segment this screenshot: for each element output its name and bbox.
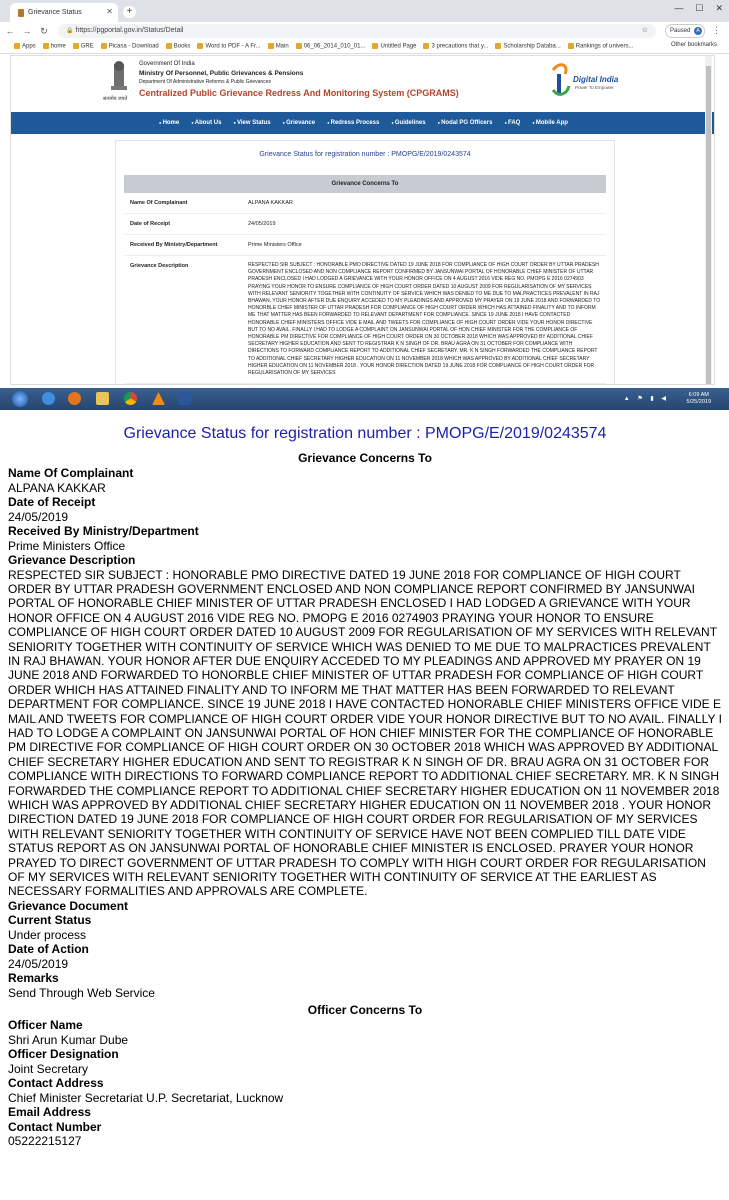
bookmark-item[interactable]	[568, 43, 634, 50]
description-label: Grievance Description	[8, 553, 136, 567]
media-player-icon[interactable]	[68, 392, 81, 405]
received-by-ministry-department-value: Prime Ministers Office	[8, 538, 126, 553]
card-row-description	[124, 256, 606, 384]
file-explorer-icon[interactable]	[96, 392, 109, 405]
contact-number-value: 05222215127	[8, 1134, 82, 1149]
bookmark-item[interactable]	[14, 43, 36, 50]
bookmark-label: Main	[275, 43, 289, 50]
bookmark-label: Apps	[22, 43, 36, 50]
site-nav-label: Redress Process	[330, 120, 380, 126]
site-nav-item[interactable]	[438, 120, 493, 126]
bookmark-icon	[423, 43, 429, 49]
site-nav-label: Grievance	[286, 120, 316, 126]
bookmark-label: Rankings of univers...	[575, 43, 634, 50]
forward-icon[interactable]: →	[22, 26, 32, 36]
address-bar[interactable]	[58, 24, 656, 38]
site-nav-item[interactable]	[159, 120, 179, 126]
menu-icon[interactable]: ⋮	[712, 25, 721, 35]
bookmarks-bar	[0, 40, 729, 54]
site-nav-item[interactable]	[191, 120, 221, 126]
site-nav-label: View Status	[236, 120, 271, 126]
bookmark-label: Picasa - Download	[108, 43, 159, 50]
reload-icon[interactable]: ↻	[40, 25, 48, 36]
bookmark-icon	[568, 43, 574, 49]
date-of-action-value: 24/05/2019	[8, 956, 69, 971]
bookmark-icon	[296, 43, 302, 49]
current-status-value: Under process	[8, 927, 87, 942]
ie-icon[interactable]	[42, 392, 55, 405]
card-row-label: Date of Receipt	[130, 221, 171, 227]
nav-item-icon: ●	[233, 120, 237, 125]
bookmark-label: Untitled Page	[380, 43, 417, 50]
header-ministry: Ministry Of Personnel, Public Grievances & Pensions	[139, 70, 304, 77]
lock-icon: 🔒	[66, 28, 74, 34]
profile-button[interactable]	[665, 24, 705, 38]
star-icon[interactable]: ☆	[641, 27, 648, 34]
card-row-label: Received By Ministry/Department	[130, 242, 218, 248]
remarks-label: Remarks	[8, 971, 59, 986]
bookmark-item[interactable]	[197, 43, 260, 50]
bookmark-icon	[268, 43, 274, 49]
nav-item-icon: ●	[282, 120, 287, 125]
bookmark-item[interactable]	[43, 43, 66, 50]
contact-address-value: Chief Minister Secretariat U.P. Secretariat, Lucknow	[8, 1090, 284, 1105]
bookmark-label: GRE	[80, 43, 94, 50]
site-nav-label: Mobile App	[535, 120, 568, 126]
card-row-value: Prime Ministers Office	[248, 242, 302, 248]
clock-date: 5/25/2019	[686, 399, 711, 405]
site-nav-item[interactable]	[283, 120, 316, 126]
emblem-motto: सत्यमेव जयते	[103, 96, 128, 102]
card-row-value: 24/05/2019	[248, 221, 276, 227]
browser-screenshot	[0, 0, 729, 410]
back-icon[interactable]: ←	[5, 26, 15, 36]
website-viewport	[10, 55, 715, 385]
received-by-ministry-department-label: Received By Ministry/Department	[8, 524, 199, 538]
card-title: Grievance Status for registration number : PMOPG/E/2019/0243574	[259, 151, 471, 158]
minimize-icon[interactable]: —	[674, 3, 684, 13]
profile-label: Paused	[670, 28, 691, 34]
system-tray-icons[interactable]: ▲ ⚑ ▮ ◀	[623, 396, 669, 402]
bookmark-icon	[372, 43, 378, 49]
bookmark-label: 06_06_2014_010_01...	[303, 43, 366, 50]
officer-designation-label: Officer Designation	[8, 1047, 119, 1062]
current-status-label: Current Status	[8, 913, 92, 928]
other-bookmarks[interactable]: Other bookmarks	[670, 42, 717, 48]
card-row-value: ALPANA KAKKAR	[248, 200, 293, 206]
site-nav-item[interactable]	[233, 120, 270, 126]
site-navigation	[11, 112, 715, 134]
url-text: https://pgportal.gov.in/Status/Detail	[75, 27, 184, 34]
close-window-icon[interactable]: ✕	[715, 3, 723, 13]
word-icon[interactable]	[178, 392, 191, 405]
card-row	[124, 193, 606, 214]
nav-item-icon: ●	[437, 120, 442, 125]
bookmark-label: home	[50, 43, 66, 50]
bookmark-label: Word to PDF - A Fr...	[205, 43, 261, 50]
digital-india-tagline: Power To Empower	[575, 85, 614, 90]
nav-item-icon: ●	[391, 120, 395, 125]
status-detail-text	[8, 412, 722, 1149]
site-nav-label: Nodal PG Officers	[441, 120, 493, 126]
bookmark-item[interactable]	[495, 43, 560, 50]
nav-item-icon: ●	[504, 120, 508, 125]
site-nav-item[interactable]	[391, 120, 425, 126]
date-of-receipt-value: 24/05/2019	[8, 509, 69, 524]
maximize-icon[interactable]: ☐	[695, 3, 704, 13]
site-nav-label: About Us	[194, 120, 222, 126]
site-nav-label: Home	[162, 120, 180, 126]
clock[interactable]	[687, 392, 711, 406]
bookmark-icon	[43, 43, 49, 49]
bookmark-item[interactable]	[296, 43, 366, 50]
nav-bar	[0, 22, 729, 40]
nav-item-icon: ●	[191, 120, 195, 125]
officer-name-label: Officer Name	[8, 1018, 83, 1033]
bookmark-icon	[14, 43, 20, 49]
contact-number-label: Contact Number	[8, 1119, 102, 1134]
site-nav-label: FAQ	[507, 120, 521, 126]
bookmark-item[interactable]	[372, 43, 416, 50]
name-of-complainant-label: Name Of Complainant	[8, 466, 134, 480]
officer-section-header: Officer Concerns To	[307, 1003, 423, 1018]
bookmark-icon	[197, 43, 203, 49]
bookmark-item[interactable]	[268, 43, 289, 50]
card-row	[124, 235, 606, 256]
avatar: A	[694, 27, 702, 35]
page-title: Grievance Status for registration number : PMOPG/E/2019/0243574	[123, 425, 607, 442]
digital-india-icon	[551, 60, 571, 98]
officer-name-value: Shri Arun Kumar Dube	[8, 1032, 129, 1047]
tab-title: Grievance Status	[28, 9, 82, 16]
site-nav-item[interactable]	[504, 120, 520, 126]
date-of-receipt-label: Date of Receipt	[8, 495, 96, 509]
clock-time: 6:09 AM	[688, 392, 709, 398]
bookmark-label: 3 precautions that y...	[431, 43, 489, 50]
nav-item-icon: ●	[532, 120, 536, 125]
bookmark-icon	[166, 43, 172, 49]
header-gov: Government Of India	[139, 61, 195, 67]
contact-address-label: Contact Address	[8, 1076, 104, 1091]
nav-item-icon: ●	[159, 120, 163, 125]
bookmark-icon	[101, 43, 107, 49]
digital-india-logo	[551, 58, 641, 100]
officer-designation-value: Joint Secretary	[8, 1061, 89, 1076]
tab-grievance-status[interactable]	[10, 3, 118, 22]
site-nav-item[interactable]	[327, 120, 379, 126]
new-tab-icon[interactable]: +	[123, 6, 136, 18]
bookmark-item[interactable]	[166, 43, 191, 50]
windows-taskbar	[0, 388, 729, 410]
site-header	[11, 56, 715, 112]
bookmark-label: Books	[173, 43, 191, 50]
scrollbar-thumb[interactable]	[706, 66, 711, 385]
bookmark-item[interactable]	[73, 43, 94, 50]
description-value: RESPECTED SIR SUBJECT : HONORABLE PMO DIRECTIVE DATED 19 JUNE 2018 FOR COMPLIANCE OF HIGH COURT ORDER BY UTTAR PRADESH GOVERNMENT ENCLOSED AND NON COMPLIANCE REPORT CONFIRMED BY JANSUNWAI PORTAL OF HONORABLE CHIEF MINISTER OF UTTAR PRADESH ENCLOSED I HAD LODGED A GRIEVANCE WITH YOUR HONOR OFFICE ON 4 AUGUST 2016 VIDE REG NO. PMOPG E 2016 0274903 PRAYING YOUR HONOR TO ENSURE COMPLIANCE OF HIGH COURT ORDER DATED 10 AUGUST 2009 FOR REGULARISATION OF MY SERVICES WITH RELEVANT SENIORITY TOGETHER WITH CONTINUITY OF SERVICE WHICH WAS DENIED TO ME DUE TO MALPRACTICES PREVALENT IN RAJ BHAWAN. YOUR HONOR AFTER DUE ENQUIRY ACCEDED TO MY PLEADINGS AND APPROVED MY PRAYER ON 19 JUNE 2018 AND FORWARDED TO HONORBLE CHIEF MINISTER OF UTTAR PRADESH FOR COMPLIANCE OF HIGH COURT ORDER WHICH HAS ATTAINED FINALITY AND TO INFORM ME THAT MATTER HAS BEEN FORWARDED TO RELEVANT DEPARTMENT FOR COMPLIANCE. SINCE 19 JUNE 2018 I HAVE CONTACTED HONORABLE CHIEF MINISTERS OFFICE VIDE E MAIL AND TWEETS FOR COMPLIANCE OF HIGH COURT ORDER VIDE YOUR HONOR DIRECTIVE BUT TO NO AVAIL. FINALLY I HAD TO LODGE A COMPLAINT ON JANSUNWAI PORTAL OF HON CHIEF MINISTER FOR THE COMPLIANCE OF HONORABLE PM DIRECTIVE FOR COMPLIANCE OF HIGH COURT ORDER ON 30 OCTOBER 2018 WHICH WAS APPROVED BY ADDITIONAL CHIEF SECRETARY HIGHER EDUCATION AND SENT TO REGISTRAR K N SINGH OF DR. BRAU AGRA ON 31 OCTOBER FOR COMPLIANCE WITH DIRECTIONS TO FORWARD COMPLIANCE REPORT TO ADDITIONAL CHIEF SECRETARY. MR. K N SINGH FORWARDED THE COMPLIANCE REPORT TO ADDITIONAL CHIEF SECRETARY HIGHER EDUCATION ON 11 NOVEMBER 2018 WHICH WAS APPROVED BY ADDITIONAL CHIEF SECRETARY HIGHER EDUCATION ON 11 NOVEMBER 2018 . YOUR HONOR DIRECTION DATED 19 JUNE 2018 FOR COMPLIANCE OF HIGH COURT ORDER FOR REGULARISATION OF MY SERVICES WITH RELEVANT SENIORITY TOGETHER WITH CONTINUITY OF SERVICE HAVE NOT BEEN COMPLIED TILL DATE VIDE STATUS REPORT AS ON JANSUNWAI PORTAL OF HONORABLE CHIEF MINISTER IS ENCLOSED. PRAYER YOUR HONOR PRAYED TO DIRECT GOVERNMENT OF UTTAR PRADESH TO COMPLY WITH HIGH COURT ORDER FOR REGULARISATION OF MY SERVICES WITH RELEVANT SENIORITY TOGETHER WITH CONTINUITY OF SERVICE AT THE EARLIEST AS NECESSARY FORMALITIES AND APPROVALS ARE COMPLETE.	[8, 567, 722, 899]
bookmark-icon	[73, 43, 79, 49]
digital-india-text: Digital India	[573, 75, 619, 84]
card-row-label: Grievance Description	[130, 263, 189, 269]
nav-item-icon: ●	[327, 120, 331, 125]
page-scrollbar[interactable]	[705, 56, 712, 385]
site-nav-label: Guidelines	[394, 120, 426, 126]
header-department: Department Of Administrative Reforms & Public Grievances	[139, 79, 271, 85]
card-row-label: Name Of Complainant	[130, 200, 188, 206]
document-label: Grievance Document	[8, 898, 129, 913]
grievance-section-header: Grievance Concerns To	[298, 451, 432, 465]
bookmark-item[interactable]	[101, 43, 159, 50]
start-button-icon[interactable]	[12, 391, 28, 407]
card-section-header: Grievance Concerns To	[124, 175, 606, 193]
tab-bar	[0, 0, 729, 22]
card-row	[124, 214, 606, 235]
favicon-emblem-icon	[18, 9, 24, 17]
chrome-icon[interactable]	[124, 392, 137, 405]
email-address-label: Email Address	[8, 1105, 91, 1120]
bookmark-icon	[495, 43, 501, 49]
name-of-complainant-value: ALPANA KAKKAR	[8, 480, 106, 495]
vlc-icon[interactable]	[152, 392, 165, 405]
site-nav-item[interactable]	[532, 120, 568, 126]
remarks-value: Send Through Web Service	[8, 985, 155, 1000]
card-row-value: RESPECTED SIR SUBJECT : HONORABLE PMO DIRECTIVE DATED 19 JUNE 2018 FOR COMPLIANCE OF HIGH COURT ORDER BY UTTAR PRADESH GOVERNMENT ENCLOSED AND NON COMPLIANCE REPORT CONFIRMED BY JANSUNWAI PORTAL OF HONORABLE CHIEF MINISTER OF UTTAR PRADESH ENCLOSED I HAD LODGED A GRIEVANCE WITH YOUR HONOR OFFICE ON 4 AUGUST 2016 VIDE REG NO. PMOPG E 2016 0274903 PRAYING YOUR HONOR TO ENSURE COMPLIANCE OF HIGH COURT ORDER DATED 10 AUGUST 2009 FOR REGULARISATION OF MY SERVICES WITH RELEVANT SENIORITY TOGETHER WITH CONTINUITY OF SERVICE WHICH WAS DENIED TO ME DUE TO MALPRACTICES PREVALENT IN RAJ BHAWAN. YOUR HONOR AFTER DUE ENQUIRY ACCEDED TO MY PLEADINGS AND APPROVED MY PRAYER ON 19 JUNE 2018 AND FORWARDED TO HONORBLE CHIEF MINISTER OF UTTAR PRADESH FOR COMPLIANCE OF HIGH COURT ORDER WHICH HAS ATTAINED FINALITY AND TO INFORM ME THAT MATTER HAS BEEN FORWARDED TO RELEVANT DEPARTMENT FOR COMPLIANCE. SINCE 19 JUNE 2018 I HAVE CONTACTED HONORABLE CHIEF MINISTERS OFFICE VIDE E MAIL AND TWEETS FOR COMPLIANCE OF HIGH COURT ORDER VIDE YOUR HONOR DIRECTIVE BUT TO NO AVAIL. FINALLY I HAD TO LODGE A COMPLAINT ON JANSUNWAI PORTAL OF HON CHIEF MINISTER FOR THE COMPLIANCE OF HONORABLE PM DIRECTIVE FOR COMPLIANCE OF HIGH COURT ORDER ON 30 OCTOBER 2018 WHICH WAS APPROVED BY ADDITIONAL CHIEF SECRETARY HIGHER EDUCATION AND SENT TO REGISTRAR K N SINGH OF DR. BRAU AGRA ON 31 OCTOBER FOR COMPLIANCE WITH DIRECTIONS TO FORWARD COMPLIANCE REPORT TO ADDITIONAL CHIEF SECRETARY. MR. K N SINGH FORWARDED THE COMPLIANCE REPORT TO ADDITIONAL CHIEF SECRETARY HIGHER EDUCATION ON 11 NOVEMBER 2018 WHICH WAS APPROVED BY ADDITIONAL CHIEF SECRETARY HIGHER EDUCATION ON 11 NOVEMBER 2018 . YOUR HONOR DIRECTION DATED 19 JUNE 2018 FOR COMPLIANCE OF HIGH COURT ORDER FOR REGULARISATION OF MY SERVICES	[248, 262, 601, 377]
status-card-preview	[115, 140, 615, 385]
bookmark-item[interactable]	[423, 43, 488, 50]
date-of-action-label: Date of Action	[8, 942, 89, 957]
close-tab-icon[interactable]: ✕	[106, 7, 113, 16]
bookmark-label: Scholarship Databa...	[503, 43, 561, 50]
header-system-name: Centralized Public Grievance Redress And Monitoring System (CPGRAMS)	[139, 88, 459, 98]
